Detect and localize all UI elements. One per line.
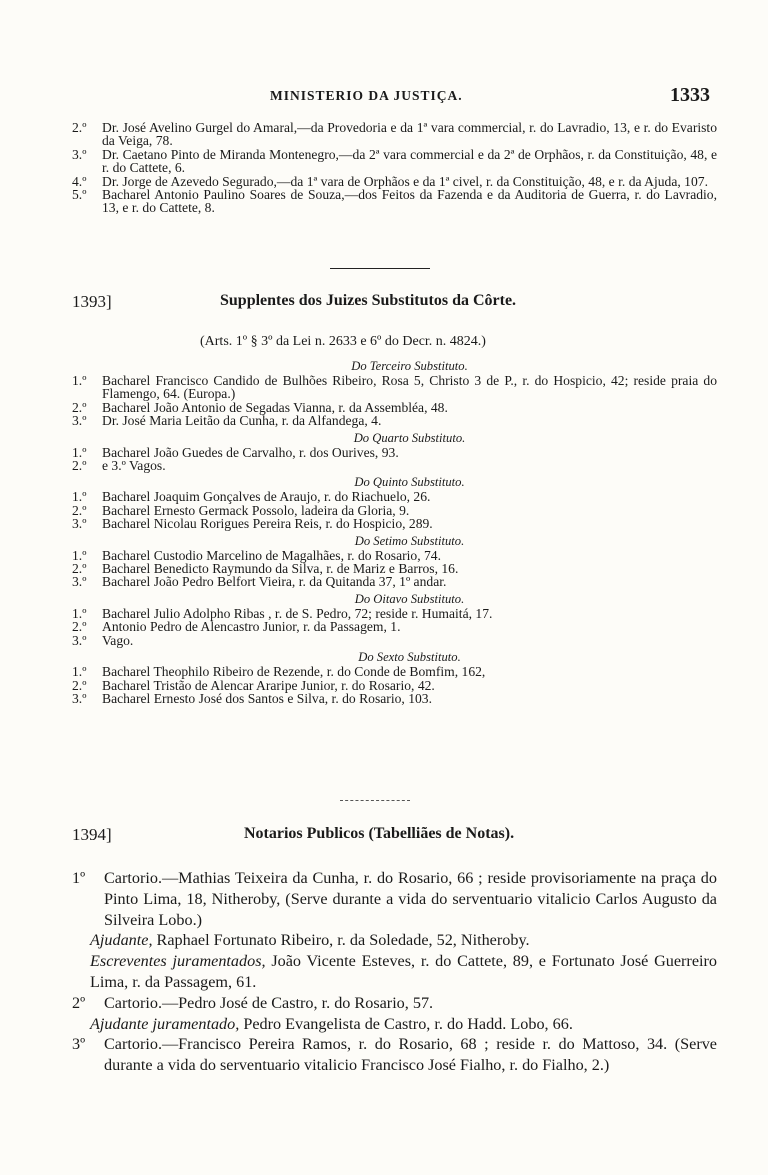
legal-citation: (Arts. 1º § 3º da Lei n. 2633 e 6º do Decr. n. 4824.) — [200, 334, 486, 349]
entry-number: 1.º — [72, 444, 87, 460]
entry-number: 3.º — [72, 690, 87, 706]
section-number: 1394] — [72, 825, 112, 844]
entry-text: Bacharel Julio Adolpho Ribas , r. de S. Pedro, 72; reside r. Humaitá, 17. — [102, 605, 493, 621]
entry-number: 2.º — [72, 120, 87, 135]
entry-text: Bacharel João Antonio de Segadas Vianna, r. da Assembléa, 48. — [102, 399, 448, 415]
group-heading: Do Oitavo Substituto. — [354, 591, 465, 606]
list-item — [72, 504, 717, 517]
list-item — [72, 549, 717, 562]
list-item — [72, 490, 717, 503]
entry-text: Bacharel Joaquim Gonçalves de Araujo, r. do Riachuelo, 26. — [102, 489, 431, 505]
entry-text: Dr. Caetano Pinto de Miranda Montenegro,—da 2ª vara commercial e da 2ª de Orphãos, r. da Constituição, 48, e r. do Cattete, 6. — [102, 146, 717, 176]
entry-text: Vago. — [102, 632, 134, 648]
entry-number: 5.º — [72, 187, 87, 203]
entry-text: Bacharel Ernesto José dos Santos e Silva, r. do Rosario, 103. — [102, 690, 432, 706]
list-item — [72, 374, 717, 401]
entry-number: 2.º — [72, 458, 87, 474]
entry-text: Cartorio.—Pedro José de Castro, r. do Rosario, 57. — [104, 993, 434, 1012]
entry-number: 1.º — [72, 664, 87, 680]
cartorio-entry — [72, 1034, 717, 1076]
group-heading: Do Quinto Substituto. — [354, 475, 465, 490]
entry-text: Bacharel João Pedro Belfort Vieira, r. da Quitanda 37, 1º andar. — [102, 574, 447, 590]
entry-number: 1.º — [72, 605, 87, 621]
list-item — [72, 121, 717, 148]
entry-number: 3.º — [72, 413, 87, 429]
list-item — [72, 446, 717, 459]
group-heading: Do Quarto Substituto. — [353, 430, 466, 445]
cartorio-entry — [72, 868, 717, 930]
page-number: 1333 — [670, 84, 710, 106]
ajudante-label: Ajudante, — [90, 931, 153, 950]
entry-text: Cartorio.—Francisco Pereira Ramos, r. do Rosario, 68 ; reside r. do Mattoso, 34. (Serve durante a vida do serventuario vitalicio Francisco José Fialho, r. do Fialho, 2.) — [104, 1035, 717, 1075]
entry-text: Bacharel Antonio Paulino Soares de Souza,—dos Feitos da Fazenda e da Auditoria de Guerra, r. do Lavradio, 13, e r. do Cattete, 8. — [102, 187, 717, 216]
notarios-list — [72, 868, 717, 1076]
entry-text: Bacharel Benedicto Raymundo da Silva, r. de Mariz e Barros, 16. — [102, 561, 459, 577]
list-item — [72, 148, 717, 175]
entry-text: Dr. José Maria Leitão da Cunha, r. da Alfandega, 4. — [102, 413, 382, 429]
section-heading-1393 — [72, 292, 717, 318]
ajudante-text: Pedro Evangelista de Castro, r. do Hadd. Lobo, 66. — [243, 1014, 573, 1033]
entry-number: 1.º — [72, 547, 87, 563]
list-item — [72, 575, 717, 588]
group-heading: Do Setimo Substituto. — [354, 533, 465, 548]
list-item — [72, 620, 717, 633]
list-item — [72, 562, 717, 575]
ajudante-text: Raphael Fortunato Ribeiro, r. da Soledade, 52, Nitheroby. — [156, 931, 530, 950]
ajudante-entry — [72, 1014, 717, 1035]
supplentes-list — [72, 356, 717, 705]
entry-text: Bacharel Nicolau Rorigues Pereira Reis, r. do Hospicio, 289. — [102, 516, 433, 532]
entry-text: Bacharel João Guedes de Carvalho, r. dos Ourives, 93. — [102, 444, 399, 460]
list-item — [72, 401, 717, 414]
entry-text: Bacharel Francisco Candido de Bulhões Ribeiro, Rosa 5, Christo 3 de P., r. do Hospicio, 42; reside praia do Flamengo, 64. (Europa.) — [102, 373, 717, 402]
section-divider — [340, 800, 410, 801]
running-title: MINISTERIO DA JUSTIÇA. — [270, 88, 463, 103]
entry-number: 2.º — [72, 619, 87, 635]
cartorio-entry — [72, 993, 717, 1014]
list-item — [72, 459, 717, 472]
entry-number: 2.º — [72, 561, 87, 577]
entry-number: 1.º — [72, 373, 87, 388]
list-item — [72, 414, 717, 427]
entry-text: Bacharel Tristão de Alencar Araripe Junior, r. do Rosario, 42. — [102, 677, 435, 693]
list-item — [72, 665, 717, 678]
ajudante-label: Ajudante juramentado, — [90, 1014, 240, 1033]
entry-number: 2.º — [72, 502, 87, 518]
entry-number: 3.º — [72, 574, 87, 590]
running-head — [74, 86, 714, 110]
list-item — [72, 607, 717, 620]
section-heading-1394 — [72, 825, 717, 851]
section-title: Supplentes dos Juizes Substitutos da Côrte. — [220, 292, 517, 309]
entry-number: 2.º — [72, 399, 87, 415]
entry-text: Bacharel Ernesto Germack Possolo, ladeira da Gloria, 9. — [102, 502, 410, 518]
escreventes-entry — [72, 951, 717, 993]
entry-number: 3º — [72, 1035, 86, 1054]
entry-text: Cartorio.—Mathias Teixeira da Cunha, r. do Rosario, 66 ; reside provisoriamente na praça do Pinto Lima, 18, Nitheroby, (Serve durante a vida do serventuario vitalicio Carlos Augusto da Silveira Lobo.) — [104, 869, 717, 929]
entry-number: 1.º — [72, 489, 87, 505]
entry-text: Dr. José Avelino Gurgel do Amaral,—da Provedoria e da 1ª vara commercial, r. do Lavradio, 13, e r. do Evaristo da Veiga, 78. — [102, 120, 717, 149]
entry-number: 1º — [72, 869, 86, 887]
group-heading: Do Terceiro Substituto. — [351, 359, 468, 373]
entry-text: Antonio Pedro de Alencastro Junior, r. da Passagem, 1. — [102, 619, 401, 635]
list-item — [72, 679, 717, 692]
escreventes-text: João Vicente Esteves, r. do Cattete, 89, e Fortunato José Guerreiro Lima, r. da Passagem, 61. — [90, 952, 717, 991]
entry-number: 3.º — [72, 632, 87, 648]
entry-number: 3.º — [72, 146, 87, 162]
entry-text: Bacharel Theophilo Ribeiro de Rezende, r. do Conde de Bomfim, 162, — [102, 664, 486, 680]
entry-number: 2.º — [72, 677, 87, 693]
entry-number: 2º — [72, 993, 86, 1012]
entry-text: Dr. Jorge de Azevedo Segurado,—da 1ª vara de Orphãos e da 1ª civel, r. da Constituição, 48, e r. da Ajuda, 107. — [102, 173, 708, 189]
list-item — [72, 175, 717, 188]
entry-number: 4.º — [72, 173, 87, 189]
list-item — [72, 517, 717, 530]
entry-text: Bacharel Custodio Marcelino de Magalhães, r. do Rosario, 74. — [102, 547, 442, 563]
list-item — [72, 634, 717, 647]
top-entries — [72, 121, 717, 215]
ajudante-entry — [72, 930, 717, 951]
entry-number: 3.º — [72, 516, 87, 532]
escreventes-label: Escreventes juramentados, — [90, 952, 266, 971]
list-item — [72, 188, 717, 215]
section-divider — [330, 268, 430, 269]
section-title: Notarios Publicos (Tabelliães de Notas). — [244, 825, 515, 842]
entry-text: e 3.º Vagos. — [102, 458, 166, 474]
list-item — [72, 692, 717, 705]
group-heading: Do Sexto Substituto. — [358, 650, 461, 665]
section-number: 1393] — [72, 292, 112, 311]
